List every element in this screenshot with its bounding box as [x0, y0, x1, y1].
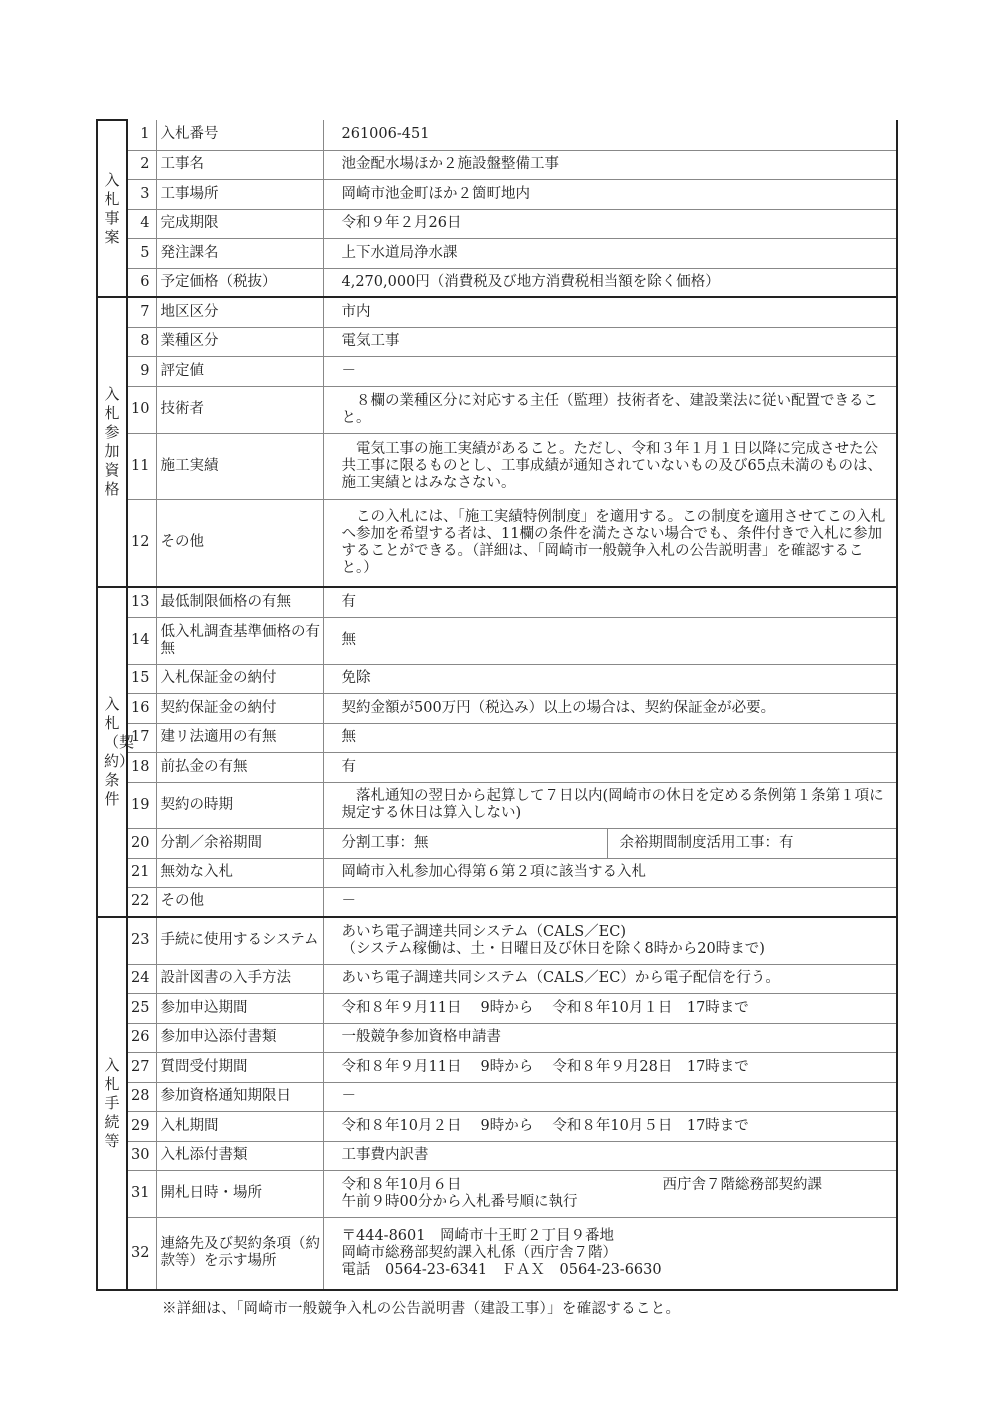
- table-row: [97, 356, 897, 386]
- row-value: 岡崎市池金町ほか２箇町地内: [323, 179, 897, 209]
- row-value: 契約金額が500万円（税込み）以上の場合は、契約保証金が必要。: [323, 693, 897, 723]
- row-value: 工事費内訳書: [323, 1141, 897, 1170]
- row-number: 14: [127, 617, 156, 664]
- row-label: 業種区分: [156, 327, 323, 356]
- row-label: その他: [156, 887, 323, 917]
- table-row: [97, 1111, 897, 1141]
- row-label: 参加申込期間: [156, 993, 323, 1023]
- row-number: 7: [127, 297, 156, 327]
- opening-date: 令和８年10月６日: [341, 1176, 462, 1193]
- table-row: [97, 150, 897, 179]
- row-label: 無効な入札: [156, 858, 323, 887]
- row-label: 工事場所: [156, 179, 323, 209]
- row-number: 32: [127, 1217, 156, 1290]
- row-label: 低入札調査基準価格の有無: [156, 617, 323, 664]
- row-value: [323, 828, 897, 858]
- row-number: 28: [127, 1082, 156, 1111]
- row-number: 4: [127, 209, 156, 238]
- row-value: 岡崎市入札参加心得第６第２項に該当する入札: [323, 858, 897, 887]
- row-value: 電気工事の施工実績があること。ただし、令和３年１月１日以降に完成させた公共工事に限るものとし、工事成績が通知されていないもの及び65点未満のものは、施工実績とはみなさない。: [323, 433, 897, 499]
- contact-office: 岡崎市総務部契約課入札係（西庁舎７階）: [341, 1244, 617, 1261]
- row-number: 18: [127, 752, 156, 782]
- table-row: [97, 1052, 897, 1082]
- table-row: [97, 120, 897, 150]
- row-value: 無: [323, 617, 897, 664]
- row-value: 市内: [323, 297, 897, 327]
- row-number: 29: [127, 1111, 156, 1141]
- table-row: [97, 1170, 897, 1217]
- table-row: [97, 782, 897, 828]
- row-value: 4,270,000円（消費税及び地方消費税相当額を除く価格）: [323, 268, 897, 297]
- row-value: あいち電子調達共同システム（CALS／EC）から電子配信を行う。: [323, 964, 897, 993]
- table-row: [97, 1217, 897, 1290]
- row-label: 予定価格（税抜）: [156, 268, 323, 297]
- row-value: 令和８年10月２日 9時から 令和８年10月５日 17時まで: [323, 1111, 897, 1141]
- row-label: 契約保証金の納付: [156, 693, 323, 723]
- row-number: 27: [127, 1052, 156, 1082]
- row-number: 10: [127, 386, 156, 433]
- row-label: 前払金の有無: [156, 752, 323, 782]
- buffer-period-value: 余裕期間制度活用工事：有: [619, 834, 794, 851]
- row-number: 15: [127, 664, 156, 693]
- footnote: ※詳細は、「岡崎市一般競争入札の公告説明書（建設工事）」を確認すること。: [162, 1301, 681, 1317]
- table-row: [97, 723, 897, 752]
- row-value: 有: [323, 587, 897, 617]
- row-value: －: [323, 887, 897, 917]
- row-number: 25: [127, 993, 156, 1023]
- row-number: 26: [127, 1023, 156, 1052]
- category-bid-case: 入札事案: [97, 120, 127, 297]
- row-number: 11: [127, 433, 156, 499]
- row-value: あいち電子調達共同システム（CALS／EC) （システム稼働は、土・日曜日及び休日を除く8時から20時まで): [323, 917, 897, 964]
- row-value: 令和８年９月11日 9時から 令和８年10月１日 17時まで: [323, 993, 897, 1023]
- row-label: 質問受付期間: [156, 1052, 323, 1082]
- row-label: 分割／余裕期間: [156, 828, 323, 858]
- row-number: 5: [127, 238, 156, 268]
- row-number: 13: [127, 587, 156, 617]
- opening-place: 西庁舎７階総務部契約課: [662, 1176, 822, 1193]
- row-number: 24: [127, 964, 156, 993]
- row-label: 技術者: [156, 386, 323, 433]
- row-number: 23: [127, 917, 156, 964]
- row-number: 3: [127, 179, 156, 209]
- row-label: 設計図書の入手方法: [156, 964, 323, 993]
- category-eligibility: 入札参加資格: [97, 297, 127, 587]
- table-row: [97, 964, 897, 993]
- category-procedures: 入札手続等: [97, 917, 127, 1290]
- row-number: 1: [127, 120, 156, 150]
- table-row: [97, 297, 897, 327]
- row-label: 連絡先及び契約条項（約款等）を示す場所: [156, 1217, 323, 1290]
- row-label: 施工実績: [156, 433, 323, 499]
- table-row: [97, 209, 897, 238]
- row-number: 19: [127, 782, 156, 828]
- table-row: [97, 386, 897, 433]
- contact-phone-fax: 電話 0564-23-6341 ＦＡＸ 0564-23-6630: [341, 1261, 662, 1278]
- row-label: 参加申込添付書類: [156, 1023, 323, 1052]
- table-row: [97, 433, 897, 499]
- row-value: －: [323, 1082, 897, 1111]
- row-label: 最低制限価格の有無: [156, 587, 323, 617]
- row-number: 12: [127, 499, 156, 587]
- table-row: [97, 1082, 897, 1111]
- row-label: 入札番号: [156, 120, 323, 150]
- row-value: この入札には、「施工実績特例制度」を適用する。この制度を適用させてこの入札へ参加を希望する者は、11欄の条件を満たさない場合でも、条件付きで入札に参加することができる。（詳細は、「岡崎市一般競争入札の公告説明書」を確認すること。）: [323, 499, 897, 587]
- row-label: 完成期限: [156, 209, 323, 238]
- row-number: 16: [127, 693, 156, 723]
- table-row: [97, 499, 897, 587]
- row-value: [323, 1170, 897, 1217]
- category-contract-conditions: 入札（契約）条件: [97, 587, 127, 917]
- row-label: 契約の時期: [156, 782, 323, 828]
- row-label: 建リ法適用の有無: [156, 723, 323, 752]
- row-number: 30: [127, 1141, 156, 1170]
- row-value: －: [323, 356, 897, 386]
- table-row: [97, 617, 897, 664]
- row-number: 6: [127, 268, 156, 297]
- table-row: [97, 238, 897, 268]
- row-value: 上下水道局浄水課: [323, 238, 897, 268]
- row-value: 免除: [323, 664, 897, 693]
- row-number: 8: [127, 327, 156, 356]
- row-value: 令和９年２月26日: [323, 209, 897, 238]
- table-row: [97, 327, 897, 356]
- row-value: ８欄の業種区分に対応する主任（監理）技術者を、建設業法に従い配置できること。: [323, 386, 897, 433]
- split-work-value: 分割工事：無: [324, 829, 608, 858]
- row-number: 20: [127, 828, 156, 858]
- row-label: 開札日時・場所: [156, 1170, 323, 1217]
- table-row: [97, 993, 897, 1023]
- row-label: 入札保証金の納付: [156, 664, 323, 693]
- table-row: [97, 1141, 897, 1170]
- row-value: 池金配水場ほか２施設盤整備工事: [323, 150, 897, 179]
- row-label: 手続に使用するシステム: [156, 917, 323, 964]
- row-number: 2: [127, 150, 156, 179]
- table-row: [97, 887, 897, 917]
- table-row: [97, 1023, 897, 1052]
- row-label: 評定値: [156, 356, 323, 386]
- row-number: 17: [127, 723, 156, 752]
- row-value: 有: [323, 752, 897, 782]
- table-row: [97, 179, 897, 209]
- table-row: [97, 828, 897, 858]
- row-value: 落札通知の翌日から起算して７日以内(岡崎市の休日を定める条例第１条第１項に規定する休日は算入しない): [323, 782, 897, 828]
- table-row: [97, 917, 897, 964]
- row-label: 入札期間: [156, 1111, 323, 1141]
- row-value: 無: [323, 723, 897, 752]
- row-value: 令和８年９月11日 9時から 令和８年９月28日 17時まで: [323, 1052, 897, 1082]
- row-label: 地区区分: [156, 297, 323, 327]
- table-row: [97, 858, 897, 887]
- table-row: [97, 268, 897, 297]
- row-number: 22: [127, 887, 156, 917]
- table-row: [97, 587, 897, 617]
- table-row: [97, 752, 897, 782]
- row-number: 9: [127, 356, 156, 386]
- contact-address: 〒444-8601 岡崎市十王町２丁目９番地: [341, 1227, 614, 1244]
- bid-notice-table: [96, 119, 898, 1291]
- row-number: 21: [127, 858, 156, 887]
- row-label: 参加資格通知期限日: [156, 1082, 323, 1111]
- row-label: 工事名: [156, 150, 323, 179]
- row-value: 一般競争参加資格申請書: [323, 1023, 897, 1052]
- opening-time: 午前９時00分から入札番号順に執行: [341, 1193, 578, 1210]
- row-value: [323, 1217, 897, 1290]
- row-number: 31: [127, 1170, 156, 1217]
- row-label: その他: [156, 499, 323, 587]
- table-row: [97, 664, 897, 693]
- row-label: 入札添付書類: [156, 1141, 323, 1170]
- row-label: 発注課名: [156, 238, 323, 268]
- row-value: 261006-451: [323, 120, 897, 150]
- table-row: [97, 693, 897, 723]
- row-value: 電気工事: [323, 327, 897, 356]
